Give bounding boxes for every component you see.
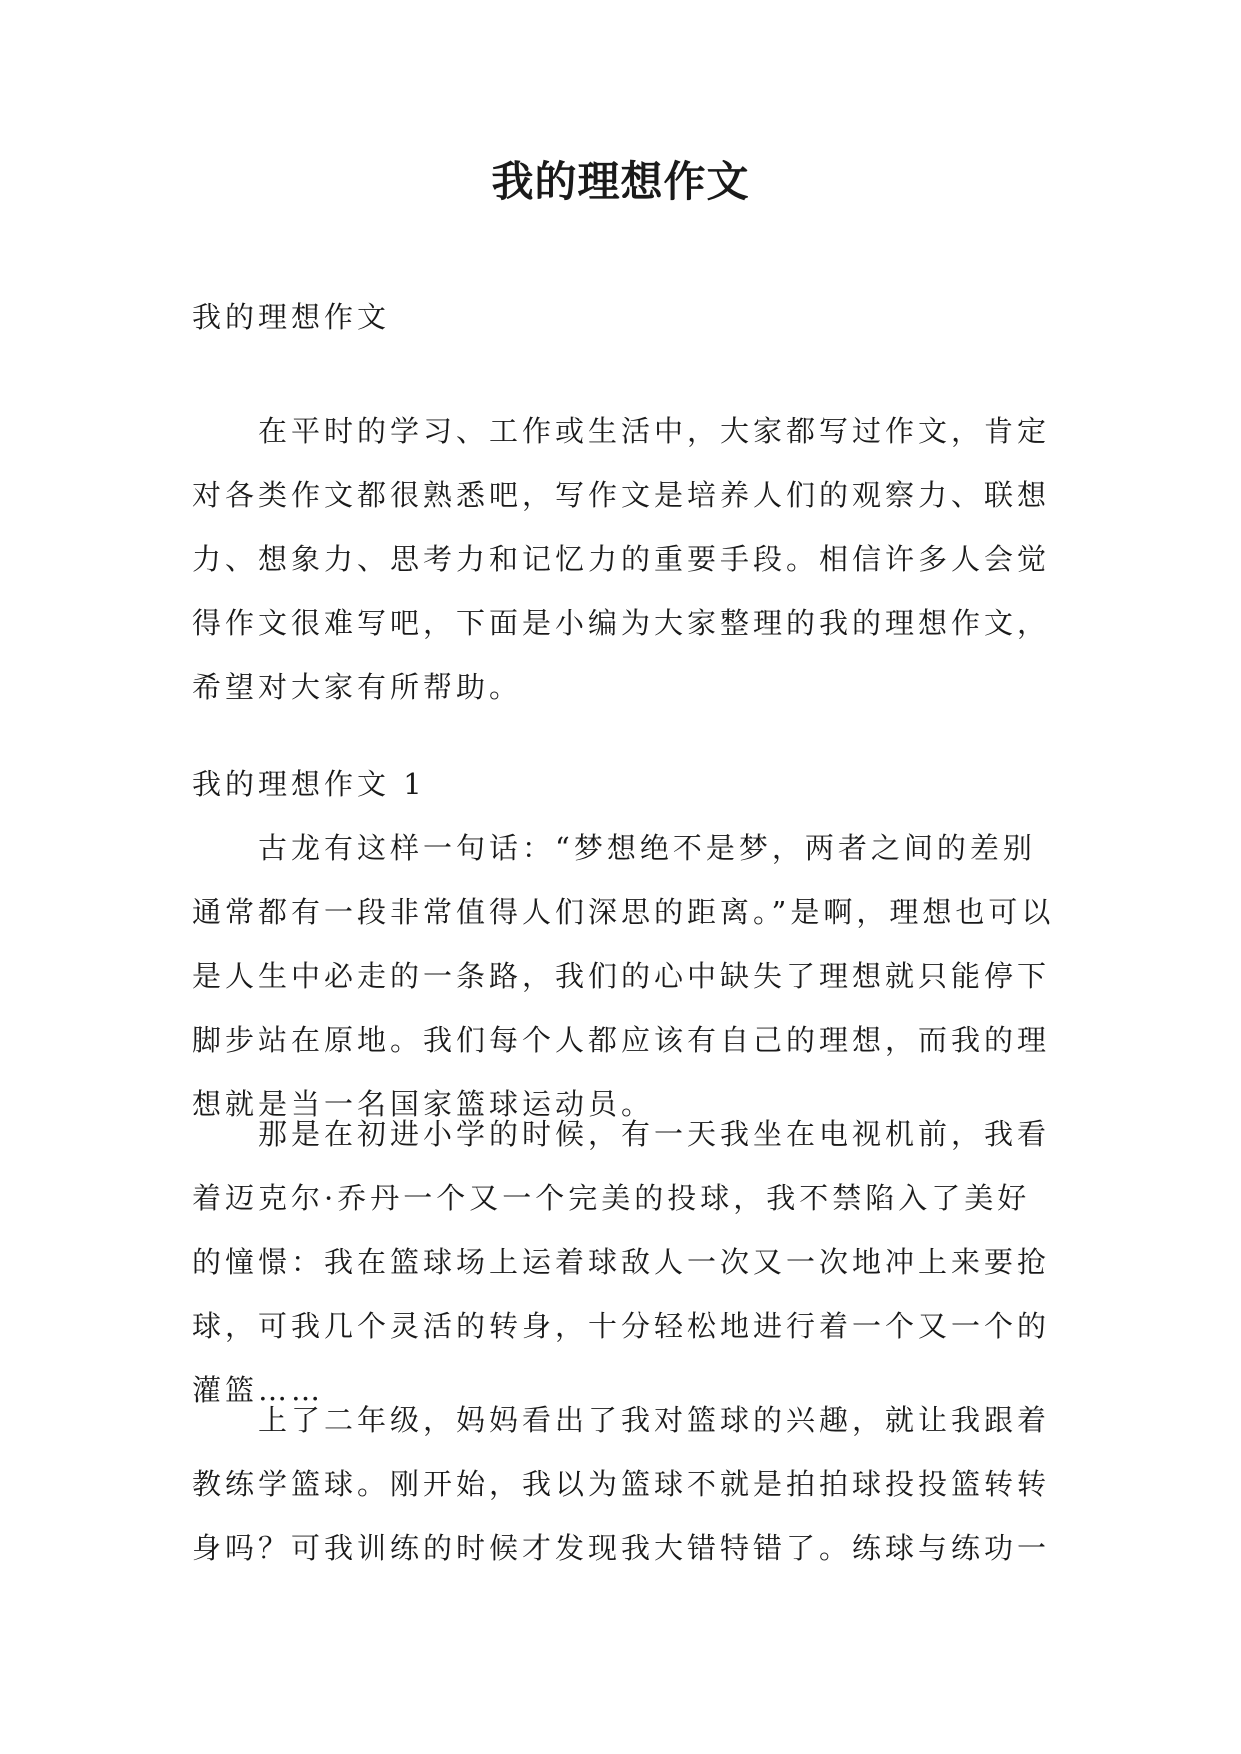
intro-paragraph: 在平时的学习、工作或生活中，大家都写过作文，肯定对各类作文都很熟悉吧，写作文是培养人们的观察力、联想力、想象力、思考力和记忆力的重要手段。相信许多人会觉得作文很难写吧，下面是小编为大家整理的我的理想作文，希望对大家有所帮助。	[192, 414, 1051, 704]
section-heading: 我的理想作文 1	[192, 767, 426, 801]
body-paragraph-3: 上了二年级，妈妈看出了我对篮球的兴趣，就让我跟着教练学篮球。刚开始，我以为篮球不就是拍拍球投投篮转转身吗？可我训练的时候才发现我大错特错了。练球与练功一	[192, 1403, 1051, 1565]
body-paragraph-1: 古龙有这样一句话：“梦想绝不是梦，两者之间的差别通常都有一段非常值得人们深思的距离。”是啊，理想也可以是人生中必走的一条路，我们的心中缺失了理想就只能停下脚步站在原地。我们每个人都应该有自己的理想，而我的理想就是当一名国家篮球运动员。	[192, 831, 1055, 1121]
document-title: 我的理想作文	[491, 157, 750, 206]
body-paragraph-2: 那是在初进小学的时候，有一天我坐在电视机前，我看着迈克尔·乔丹一个又一个完美的投球，我不禁陷入了美好的憧憬：我在篮球场上运着球敌人一次又一次地冲上来要抢球，可我几个灵活的转身，十分轻松地进行着一个又一个的灌篮……	[192, 1117, 1051, 1407]
document-subtitle: 我的理想作文	[192, 300, 391, 334]
